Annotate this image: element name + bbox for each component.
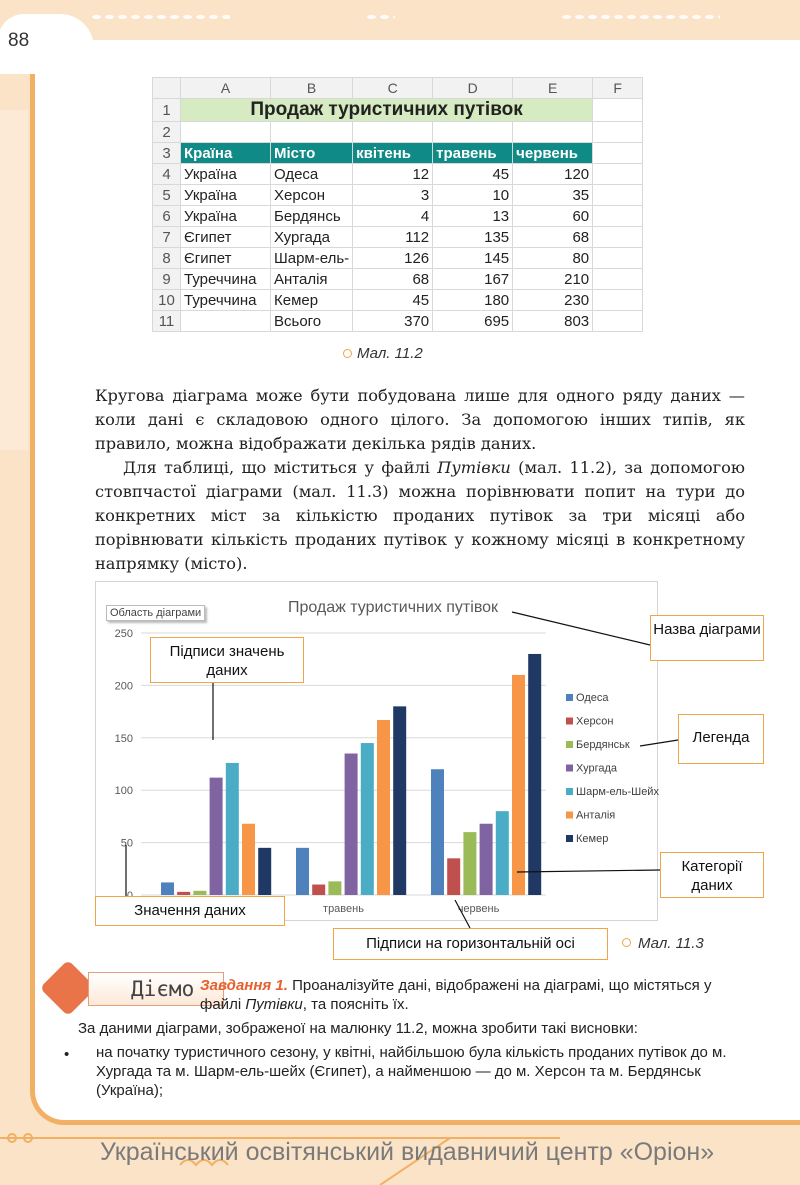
table-cell: Туреччина xyxy=(181,290,271,311)
table-cell: 4 xyxy=(353,206,433,227)
table-cell: 370 xyxy=(353,311,433,332)
table-cell: Одеса xyxy=(271,164,353,185)
table-cell: Хургада xyxy=(271,227,353,248)
sheet-header-row: 3 Країна Місто квітень травень червень xyxy=(153,143,643,164)
bullet-item: на початку туристичного сезону, у квітні, найбільшою була кількість проданих путівок до м. Хургада та м. Шарм-ель-шейх (Єгипет), а найменшою — до м. Херсон та м. Бердянськ (Україна); xyxy=(96,1044,727,1099)
table-cell: Шарм-ель- xyxy=(271,248,353,269)
table-cell: 145 xyxy=(433,248,513,269)
x-tick-label: червень xyxy=(457,903,500,915)
table-cell: 120 xyxy=(513,164,593,185)
column-header: F xyxy=(593,78,643,99)
legend-label: Бердянськ xyxy=(576,739,630,751)
table-cell: 10 xyxy=(153,290,181,311)
x-tick-label: травень xyxy=(323,903,364,915)
table-cell: 230 xyxy=(513,290,593,311)
legend-label: Одеса xyxy=(576,692,609,704)
pin-icon xyxy=(622,938,631,947)
table-cell: Єгипет xyxy=(181,248,271,269)
table-cell: Україна xyxy=(181,206,271,227)
legend-label: Шарм-ель-Шейх xyxy=(576,786,659,798)
table-cell: 3 xyxy=(353,185,433,206)
table-cell: 45 xyxy=(353,290,433,311)
callout-axis-labels: Підписи на горизонтальній осі xyxy=(333,928,608,960)
legend-label: Анталія xyxy=(576,809,616,822)
y-tick-label: 250 xyxy=(114,628,133,640)
legend-label: Кемер xyxy=(576,833,609,845)
table-header-cell: червень xyxy=(513,143,593,164)
table-cell: 13 xyxy=(433,206,513,227)
callout-chart-name: Назва діаграми xyxy=(650,615,764,661)
callout-data-values: Значення даних xyxy=(95,896,285,926)
table-cell: Україна xyxy=(181,164,271,185)
table-cell: 112 xyxy=(353,227,433,248)
footer-publisher: Український освітянський видавничий центр «Оріон» xyxy=(100,1138,715,1166)
table-cell: 180 xyxy=(433,290,513,311)
table-cell: 12 xyxy=(353,164,433,185)
column-header: A xyxy=(181,78,271,99)
table-cell: Туреччина xyxy=(181,269,271,290)
sheet-row-1: 1 Продаж туристичних путівок xyxy=(153,99,643,122)
y-tick-label: 200 xyxy=(114,680,133,693)
table-cell: 8 xyxy=(153,248,181,269)
table-cell: Херсон xyxy=(271,185,353,206)
figure-caption-11-2: Мал. 11.2 xyxy=(357,345,423,362)
table-cell: Україна xyxy=(181,185,271,206)
table-cell: 11 xyxy=(153,311,181,332)
table-cell: 126 xyxy=(353,248,433,269)
table-cell: Кемер xyxy=(271,290,353,311)
bullet-dot: • xyxy=(64,1046,70,1063)
column-header: D xyxy=(433,78,513,99)
y-tick-label: 50 xyxy=(120,837,133,850)
table-cell: Анталія xyxy=(271,269,353,290)
table-cell: 45 xyxy=(433,164,513,185)
conclusion-text: За даними діаграми, зображеної на малюнку 11.2, можна зробити такі висновки: xyxy=(78,1020,638,1037)
table-cell: 6 xyxy=(153,206,181,227)
column-header: E xyxy=(513,78,593,99)
y-tick-label: 100 xyxy=(114,785,133,798)
callout-data-labels: Підписи значень даних xyxy=(150,637,304,683)
sheet-row-2: 2 xyxy=(153,122,643,143)
table-cell: 10 xyxy=(433,185,513,206)
paragraph-2: Для таблиці, що міститься у файлі Путівки (мал. 11.2), за допомогою стовпчастої діаграми (мал. 11.3) можна порівнювати попит на тури до конкретних міст за кількістю проданих путівок за три місяці або порівнювати кількість проданих путівок у кожному місяці в конкретному напрямку (місто). xyxy=(95,458,745,573)
diemo-label: Дiємо xyxy=(88,972,224,1006)
table-cell: 167 xyxy=(433,269,513,290)
table-cell: Єгипет xyxy=(181,227,271,248)
chart-title: Продаж туристичних путівок xyxy=(287,599,499,616)
sheet-title: Продаж туристичних путівок xyxy=(181,99,593,122)
table-cell: Всього xyxy=(271,311,353,332)
table-cell: 4 xyxy=(153,164,181,185)
figure-caption-11-3: Мал. 11.3 xyxy=(638,935,704,952)
table-cell: 68 xyxy=(513,227,593,248)
table-header-cell: Місто xyxy=(271,143,353,164)
table-cell: 5 xyxy=(153,185,181,206)
paragraph-1: Кругова діаграма може бути побудована лише для одного ряду даних — коли дані є складовою одного цілого. За допомогою інших типів, як правило, можна відображати декілька рядів даних. xyxy=(95,386,745,453)
table-cell: 7 xyxy=(153,227,181,248)
callout-legend: Легенда xyxy=(678,714,764,764)
table-cell: 60 xyxy=(513,206,593,227)
table-header-cell: квітень xyxy=(353,143,433,164)
y-tick-label: 150 xyxy=(114,732,133,745)
table-cell: 80 xyxy=(513,248,593,269)
table-header-cell: травень xyxy=(433,143,513,164)
legend-label: Хургада xyxy=(576,762,618,775)
chart-area-tooltip: Область діаграми xyxy=(106,605,205,621)
task-1: Завдання 1. Проаналізуйте дані, відображені на діаграмі, що містяться у файлі Путівки, та поясніть їх. xyxy=(200,977,712,1013)
column-header: C xyxy=(353,78,433,99)
table-header-cell: Країна xyxy=(181,143,271,164)
table-cell: 803 xyxy=(513,311,593,332)
legend-label: Херсон xyxy=(576,715,614,728)
table-cell: Бердянсь xyxy=(271,206,353,227)
column-header: B xyxy=(271,78,353,99)
page-number: 88 xyxy=(8,30,30,51)
callout-data-categories: Категорії даних xyxy=(660,852,764,898)
table-cell: 68 xyxy=(353,269,433,290)
table-cell: 35 xyxy=(513,185,593,206)
table-cell: 695 xyxy=(433,311,513,332)
table-cell: 135 xyxy=(433,227,513,248)
table-cell: 9 xyxy=(153,269,181,290)
table-cell: 210 xyxy=(513,269,593,290)
